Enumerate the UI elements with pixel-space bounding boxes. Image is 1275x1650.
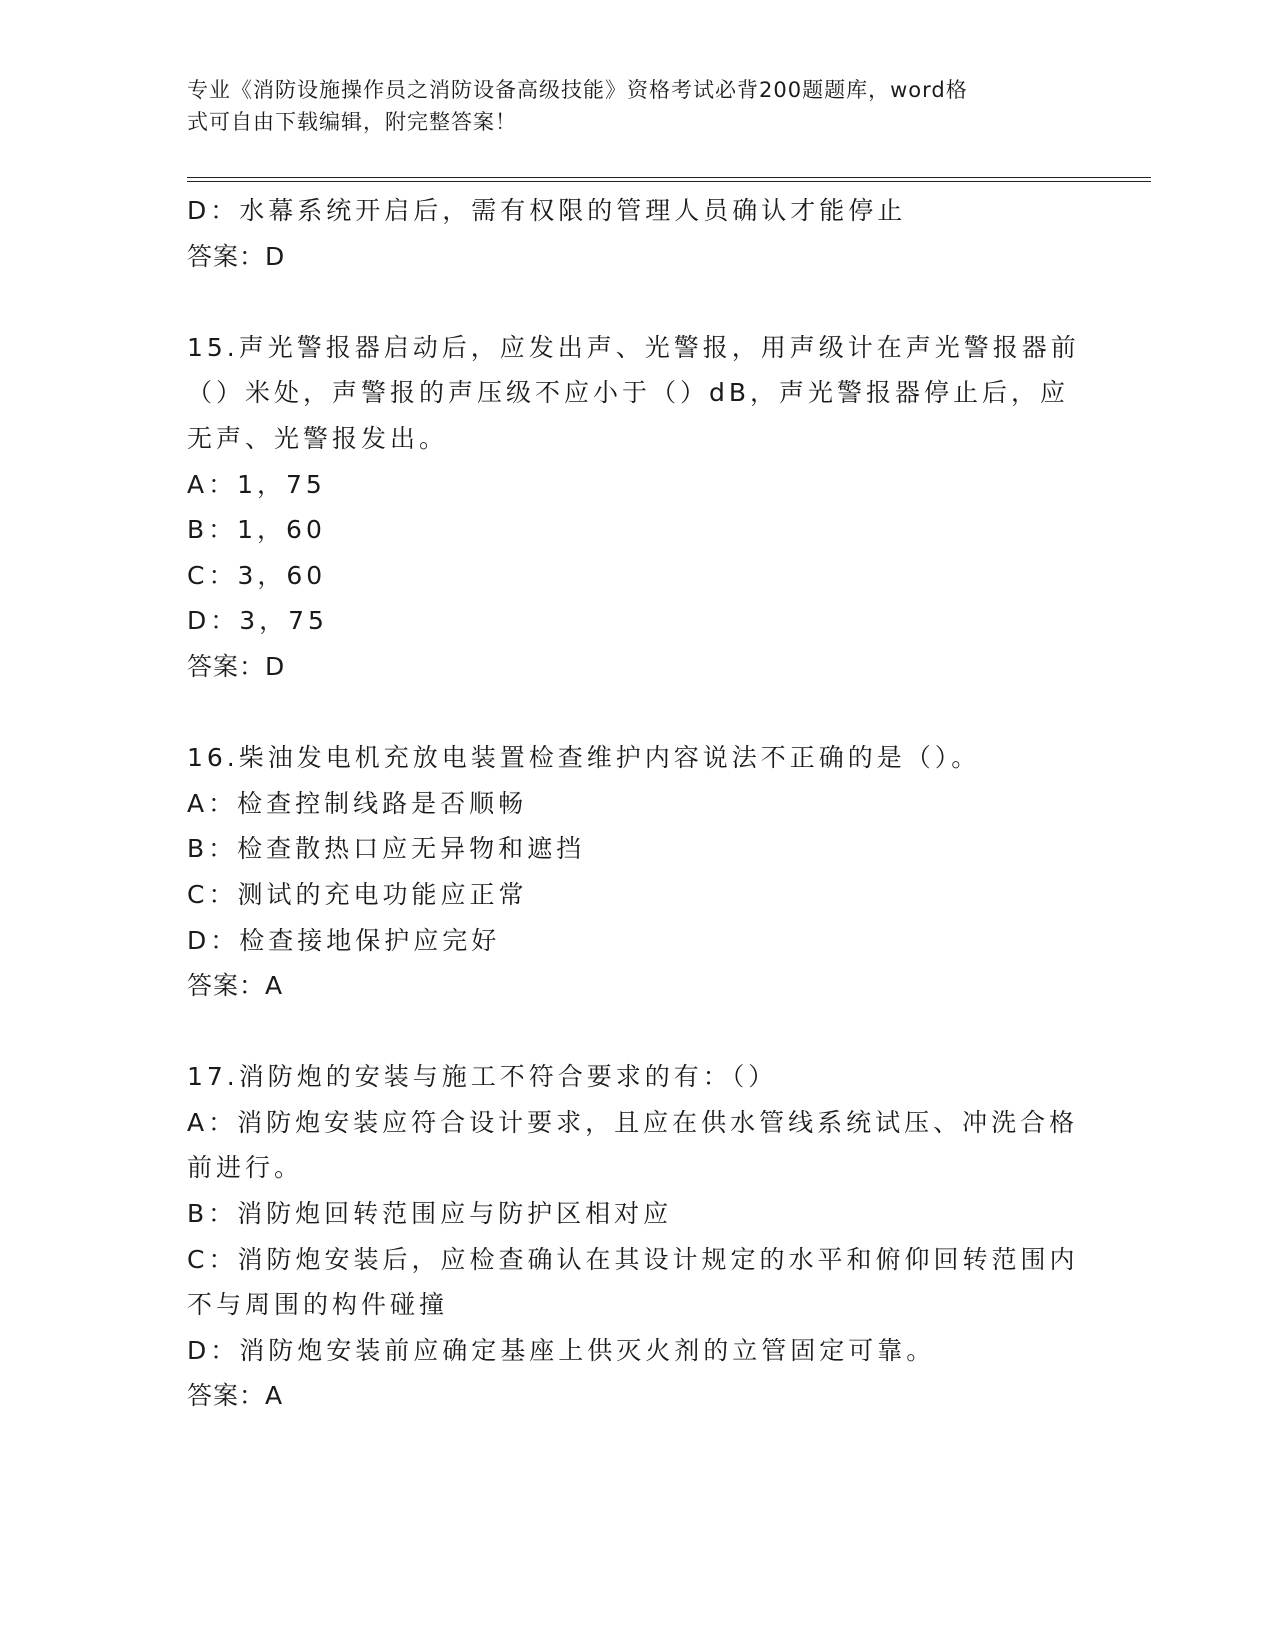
option-c: C：3，60 [187,560,327,590]
option-a: A：检查控制线路是否顺畅 [187,788,528,818]
question-stem: 16.柴油发电机充放电装置检查维护内容说法不正确的是（）。 [187,743,981,773]
question-list [187,188,1087,1419]
option-d: D：消防炮安装前应确定基座上供灭火剂的立管固定可靠。 [187,1335,936,1365]
option-c-continued: 不与周围的构件碰撞 [187,1290,449,1320]
spacer [187,279,1087,325]
spacer [187,690,1087,736]
option-d: D：水幕系统开启后，需有权限的管理人员确认才能停止 [187,196,907,225]
document-header [187,74,1087,138]
answer-label: 答案：D [187,241,286,271]
option-b: B：消防炮回转范围应与防护区相对应 [187,1199,673,1229]
option-b: B：1，60 [187,515,326,545]
header-title-line-2: 式可自由下载编辑，附完整答案！ [187,110,517,134]
option-a: A：消防炮安装应符合设计要求，且应在供水管线系统试压、冲洗合格 [187,1107,1079,1137]
answer-label: 答案：A [187,1381,284,1411]
option-c: C：消防炮安装后，应检查确认在其设计规定的水平和俯仰回转范围内 [187,1244,1079,1274]
option-d: D：3，75 [187,606,328,636]
option-c: C：测试的充电功能应正常 [187,879,528,909]
question-15 [187,325,1087,690]
question-stem: 17.消防炮的安装与施工不符合要求的有：（） [187,1062,778,1092]
header-divider-bottom [187,181,1151,182]
question-stem: 15.声光警报器启动后，应发出声、光警报，用声级计在声光警报器前 [187,332,1080,362]
header-divider-top [187,177,1151,178]
question-16 [187,735,1087,1009]
option-a: A：1，75 [187,469,326,499]
question-stem: 无声、光警报发出。 [187,423,449,453]
header-title-line-1: 专业《消防设施操作员之消防设备高级技能》资格考试必背200题题库，word格 [187,78,968,102]
option-a-continued: 前进行。 [187,1153,304,1183]
spacer [187,1009,1087,1055]
question-stem: （）米处，声警报的声压级不应小于（）dB，声光警报器停止后，应 [187,378,1070,408]
answer-label: 答案：D [187,651,286,681]
question-17 [187,1054,1087,1419]
previous-question-tail [187,188,1087,279]
option-b: B：检查散热口应无异物和遮挡 [187,834,586,864]
option-d: D：检查接地保护应完好 [187,925,501,955]
answer-label: 答案：A [187,971,284,1001]
